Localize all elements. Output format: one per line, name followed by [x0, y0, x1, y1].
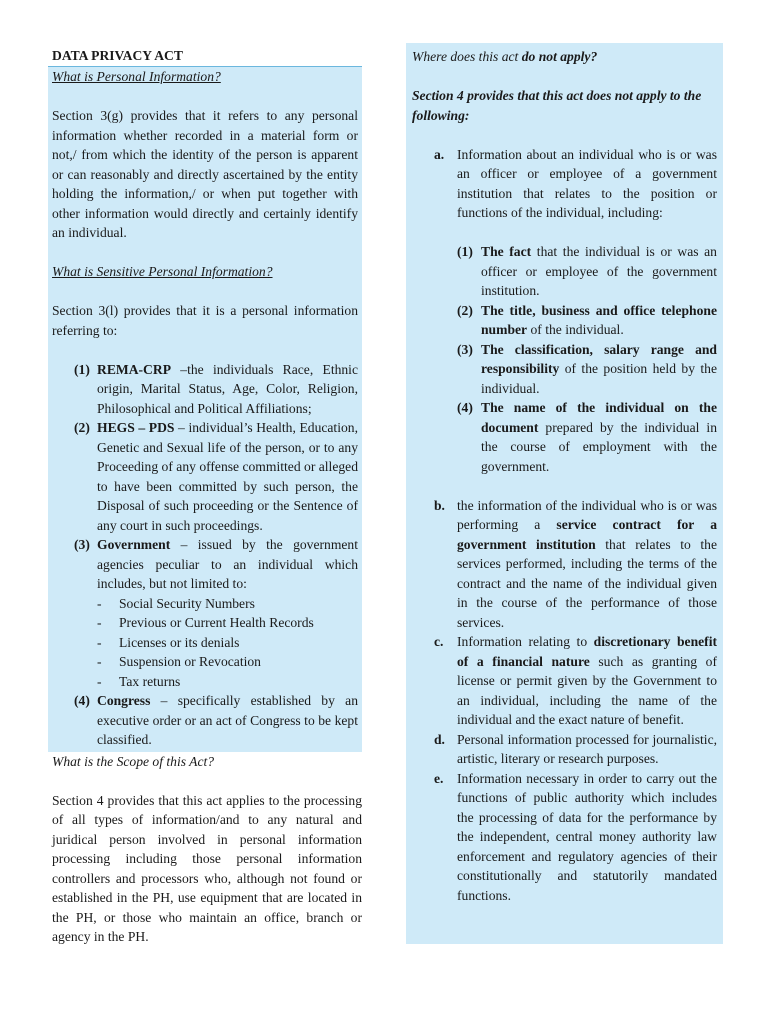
list-item: (4) The name of the individual on the document prepared by the individual in the course of employment with the government.: [457, 400, 717, 474]
list-item: - Licenses or its denials: [97, 634, 240, 650]
list-item: - Social Security Numbers: [97, 595, 255, 611]
exclusions-lead: Section 4 provides that this act does not apply to the following:: [412, 88, 702, 123]
list-item: (4) Congress – specifically established by an executive order or an act of Congress to be kept classified.: [74, 693, 358, 747]
list-item: - Tax returns: [97, 673, 181, 689]
item-head: Congress: [97, 693, 151, 708]
left-column: [48, 46, 362, 947]
list-item: e. Information necessary in order to carry out the functions of public authority which includes the processing of data for the performance by the independent, central money authority law enforcement and regulatory agencies of their constitutionally and statutorily mandated functions.: [434, 770, 717, 903]
list-item: (2) The title, business and office telephone number of the individual.: [457, 302, 717, 337]
scope-paragraph: Section 4 provides that this act applies to the processing of all types of information/and to any natural and juridical person involved in personal information processing including those personal information controllers and processors who, although not found or established in the PH, use equipment that are located in the PH, or those who maintain an office, branch or agency in the PH.: [52, 792, 362, 944]
sensitive-info-paragraph: Section 3(l) provides that it is a personal information referring to:: [52, 303, 358, 338]
exclusions-list: [412, 145, 717, 906]
government-ids-list: [97, 594, 358, 692]
list-item: - Suspension or Revocation: [97, 654, 261, 669]
item-head: Government: [97, 537, 171, 552]
list-item: (3) Government – issued by the government agencies peculiar to an individual which includes, but not limited to: - Social Security Numbers - Previous or Current Health Records - Licenses or its denials - Suspension or Revocation - Tax returns: [52, 535, 358, 691]
question-scope: What is the Scope of this Act?: [52, 753, 215, 769]
question-personal-info: What is Personal Information?: [52, 69, 221, 84]
government-info-sublist: [457, 242, 717, 476]
list-item: d. Personal information processed for journalistic, artistic, literary or research purposes.: [434, 731, 717, 766]
item-head: HEGS – PDS: [97, 420, 175, 435]
personal-info-paragraph: Section 3(g) provides that it refers to any personal information whether recorded in a material form or not,/ from which the identity of the person is apparent or can reasonably and directly ascertained by the entity holding the information,/ or when put together with other information would directly and certainly identify an individual.: [52, 108, 358, 240]
list-item: c. Information relating to discretionary benefit of a financial nature such as granting of license or permit given by the Government to an individual, including the name of the individual and the exact nature of benefit.: [434, 634, 718, 727]
question-exclusions: Where does this act do not apply?: [412, 49, 598, 64]
doc-title: DATA PRIVACY ACT: [52, 48, 183, 63]
definitions-box: [48, 66, 362, 752]
sensitive-info-list: [52, 360, 358, 750]
list-item: a. Information about an individual who is or was an officer or employee of a government institution that relates to the position or functions of the individual, including: (1) The fact that the individual is or was an officer or employee of the government institution. (2) The title, business and office telephone number of the individual. (3) The classification, salary range and responsibility of the position held by the individual. (4) The name of the individual on the document prepared by the individual in the course of employment with the government.: [412, 145, 717, 496]
list-item: - Previous or Current Health Records: [97, 615, 314, 630]
list-item: (3) The classification, salary range and responsibility of the position held by the individual.: [457, 341, 717, 396]
right-column: [406, 43, 723, 944]
list-item: (2) HEGS – PDS – individual’s Health, Education, Genetic and Sexual life of the person, or to any Proceeding of any offense committed or alleged to have been committed by such person, the Disposal of such proceeding or the Sentence of any court in such proceedings.: [74, 420, 358, 533]
list-item: b. the information of the individual who is or was performing a service contract for a government institution that relates to the services performed, including the terms of the contract and the name of the individual given in the course of the performance of those services.: [434, 497, 717, 630]
list-item: (1) The fact that the individual is or was an officer or employee of the government institution.: [457, 244, 717, 298]
item-head: REMA-CRP: [97, 361, 171, 377]
question-sensitive-info: What is Sensitive Personal Information?: [52, 264, 273, 279]
list-item: (1) REMA-CRP –the individuals Race, Ethnic origin, Marital Status, Age, Color, Religion, Philosophical and Political Affiliations;: [74, 361, 358, 416]
